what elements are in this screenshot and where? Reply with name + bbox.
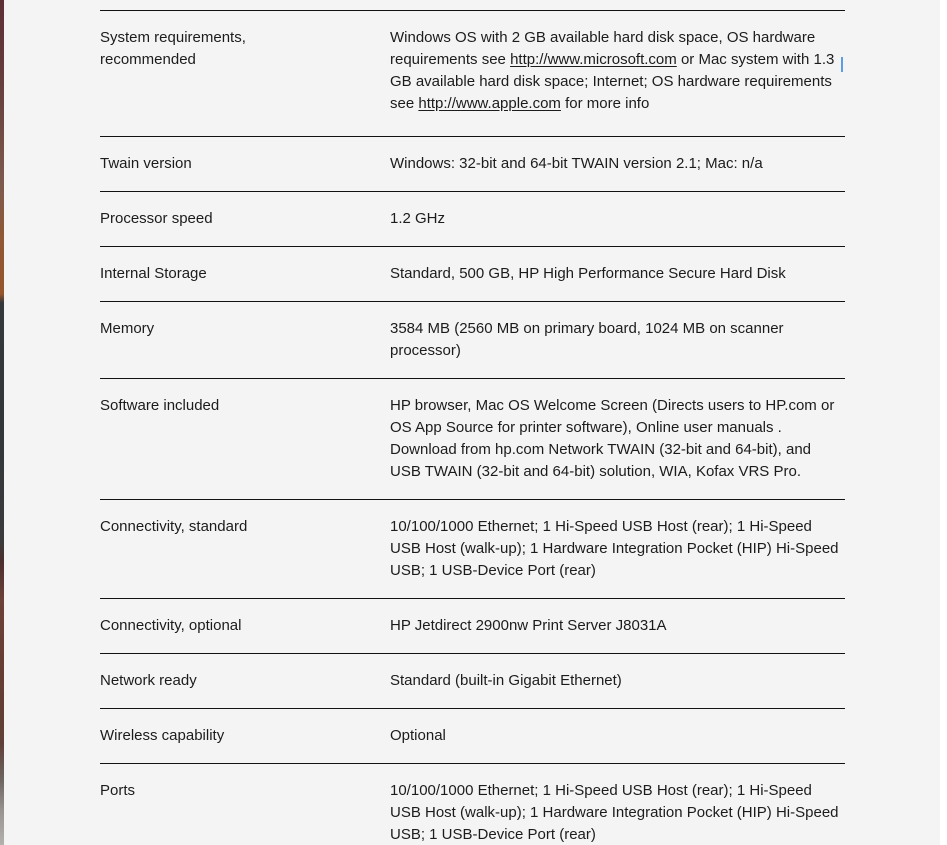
spec-row bbox=[100, 10, 845, 136]
spec-label: Network ready bbox=[100, 672, 197, 689]
value-text: 10/100/1000 Ethernet; 1 Hi-Speed USB Host (rear); 1 Hi-Speed USB Host (walk-up); 1 Hardware Integration Pocket (HIP) Hi-Speed USB; 1 USB-Device Port (rear) bbox=[390, 782, 839, 843]
spec-label: Internal Storage bbox=[100, 265, 207, 282]
value-text: Optional bbox=[390, 727, 446, 744]
spec-value bbox=[390, 263, 845, 285]
left-edge-image-sliver bbox=[0, 0, 4, 845]
text-caret bbox=[841, 57, 843, 72]
spec-label: Connectivity, standard bbox=[100, 518, 248, 535]
spec-label: System requirements, recommended bbox=[100, 29, 246, 68]
spec-value bbox=[390, 27, 845, 115]
spec-value bbox=[390, 670, 845, 692]
spec-label: Processor speed bbox=[100, 210, 213, 227]
value-text: HP Jetdirect 2900nw Print Server J8031A bbox=[390, 617, 667, 634]
spec-row bbox=[100, 378, 845, 499]
spec-value bbox=[390, 395, 845, 483]
value-text: or Mac system with 1.3 GB available hard disk space; Internet; OS hardware requirements see bbox=[390, 51, 835, 112]
spec-row bbox=[100, 246, 845, 301]
spec-value bbox=[390, 208, 845, 230]
spec-value bbox=[390, 516, 845, 582]
spec-row bbox=[100, 653, 845, 708]
spec-row bbox=[100, 191, 845, 246]
value-text: HP browser, Mac OS Welcome Screen (Directs users to HP.com or OS App Source for printer software), Online user manuals . Download from hp.com Network TWAIN (32-bit and 64-bit), and USB TWAIN (32-bit and 64-bit) solution, WIA, Kofax VRS Pro. bbox=[390, 397, 835, 480]
spec-value bbox=[390, 615, 845, 637]
spec-label: Twain version bbox=[100, 155, 192, 172]
spec-row bbox=[100, 708, 845, 763]
spec-value bbox=[390, 318, 845, 362]
spec-table bbox=[100, 10, 845, 845]
spec-row bbox=[100, 136, 845, 191]
value-text: Windows: 32-bit and 64-bit TWAIN version 2.1; Mac: n/a bbox=[390, 155, 763, 172]
spec-label: Software included bbox=[100, 397, 220, 414]
inline-link[interactable]: http://www.apple.com bbox=[418, 95, 561, 112]
spec-row bbox=[100, 763, 845, 845]
value-text: Windows OS with 2 GB available hard disk space, OS hardware requirements see bbox=[390, 29, 816, 68]
value-text: 10/100/1000 Ethernet; 1 Hi-Speed USB Host (rear); 1 Hi-Speed USB Host (walk-up); 1 Hardware Integration Pocket (HIP) Hi-Speed USB; 1 USB-Device Port (rear) bbox=[390, 518, 839, 579]
spec-value bbox=[390, 153, 845, 175]
spec-value bbox=[390, 725, 845, 747]
value-text: 3584 MB (2560 MB on primary board, 1024 MB on scanner processor) bbox=[390, 320, 784, 359]
spec-label: Wireless capability bbox=[100, 727, 225, 744]
scrollbar-track bbox=[940, 0, 947, 845]
spec-label: Ports bbox=[100, 782, 136, 799]
spec-value bbox=[390, 780, 845, 845]
inline-link[interactable]: http://www.microsoft.com bbox=[510, 51, 677, 68]
spec-row bbox=[100, 499, 845, 598]
value-text: Standard, 500 GB, HP High Performance Secure Hard Disk bbox=[390, 265, 786, 282]
spec-label: Connectivity, optional bbox=[100, 617, 242, 634]
value-text: for more info bbox=[560, 95, 650, 112]
value-text: Standard (built-in Gigabit Ethernet) bbox=[390, 672, 622, 689]
spec-row bbox=[100, 598, 845, 653]
spec-label: Memory bbox=[100, 320, 155, 337]
value-text: 1.2 GHz bbox=[390, 210, 446, 227]
spec-row bbox=[100, 301, 845, 378]
